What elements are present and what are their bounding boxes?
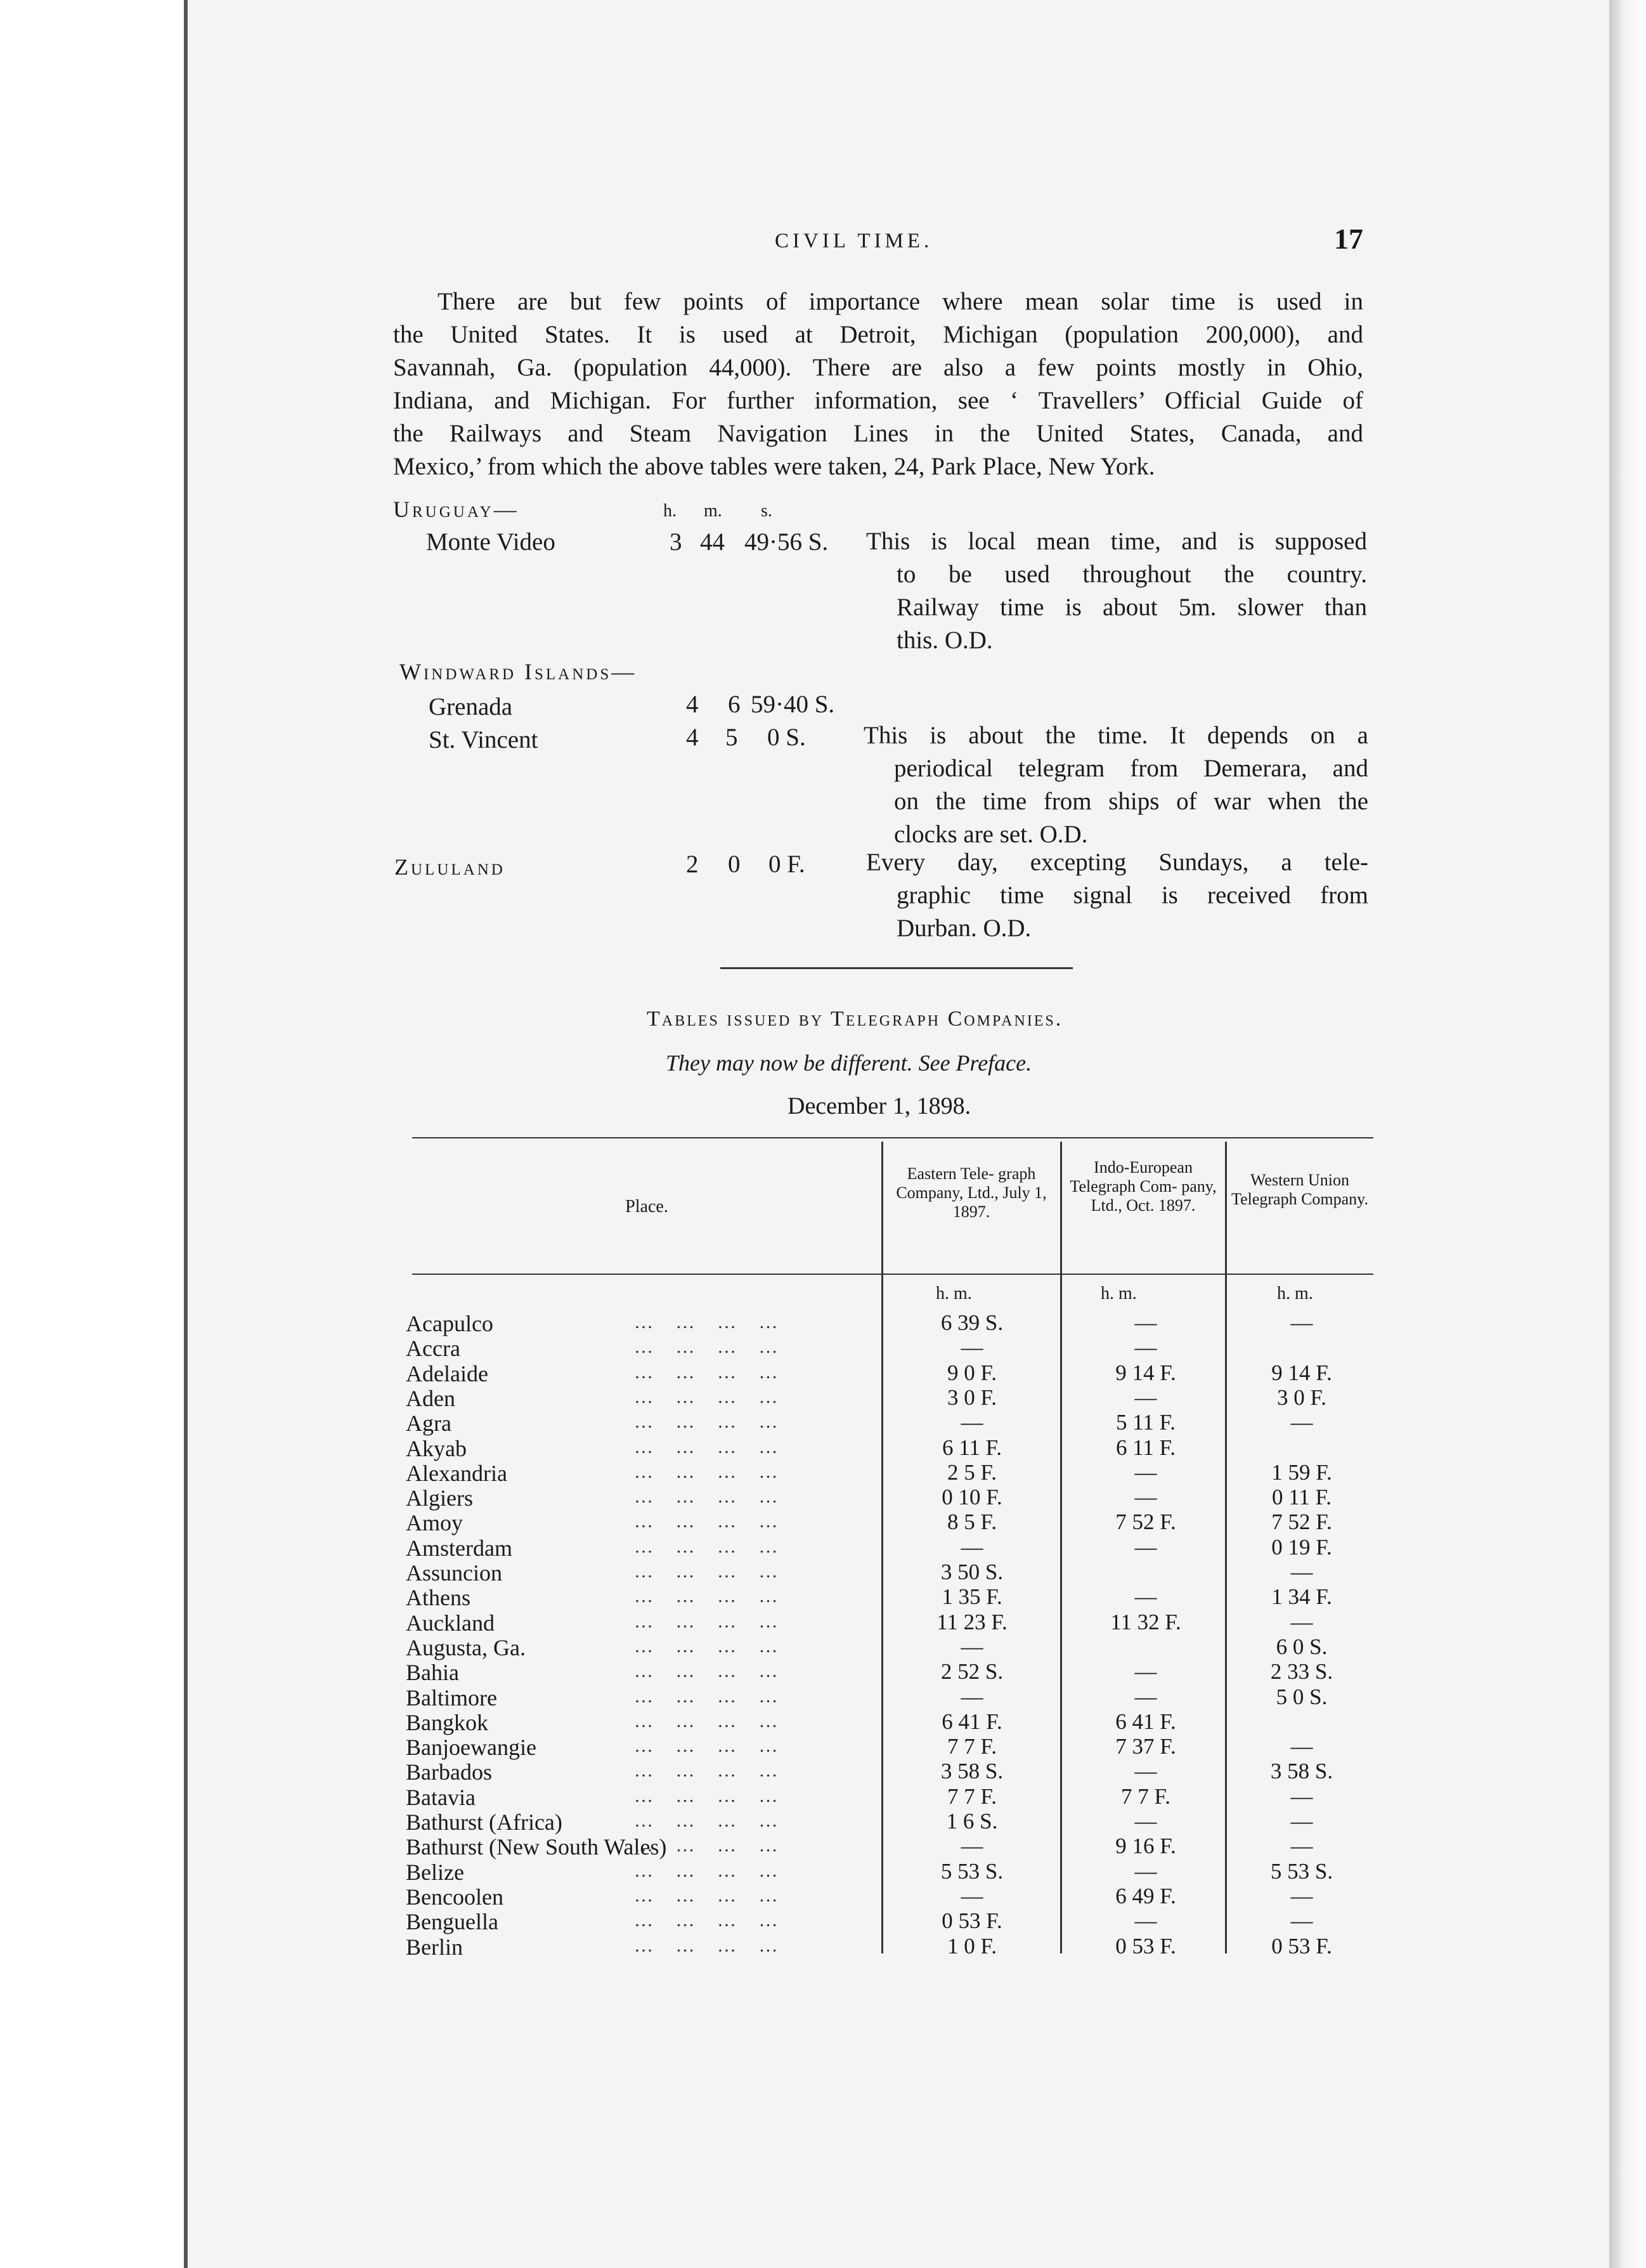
table-cell-western: —: [1290, 1310, 1313, 1335]
table-row-place: Bencoolen: [406, 1884, 503, 1910]
leader-dots: … … … …: [634, 1536, 787, 1557]
table-cell-western: —: [1290, 1410, 1313, 1435]
table-cell-eastern: —: [961, 1535, 983, 1560]
table-cell-western: —: [1290, 1884, 1313, 1908]
note-line: to be used throughout the country.: [897, 561, 1367, 588]
leader-dots: … … … …: [634, 1461, 787, 1482]
paragraph-line: the Railways and Steam Navigation Lines in the United States, Canada, and: [393, 420, 1363, 447]
uruguay-note: [866, 525, 1367, 657]
note-line: on the time from ships of war when the: [894, 788, 1368, 815]
table-row-place: Bathurst (Africa): [406, 1809, 562, 1835]
leader-dots: … … … …: [634, 1785, 787, 1806]
table-cell-western: 7 52 F.: [1271, 1509, 1332, 1534]
table-row-place: Berlin: [406, 1934, 463, 1960]
table-row-place: Bahia: [406, 1660, 459, 1685]
table-row-place: Barbados: [406, 1759, 492, 1785]
table-cell-indo: —: [1134, 1759, 1157, 1783]
table-cell-indo: 9 14 F.: [1115, 1360, 1176, 1385]
table-cell-indo: 11 32 F.: [1110, 1610, 1181, 1634]
table-cell-eastern: 3 50 S.: [940, 1560, 1004, 1584]
table-cell-indo: 6 11 F.: [1115, 1435, 1176, 1460]
table-row-place: Auckland: [406, 1610, 495, 1636]
table-row-place: Alexandria: [406, 1461, 507, 1486]
table-row-place: Agra: [406, 1411, 451, 1436]
column-header-western-union: Western Union Telegraph Company.: [1231, 1171, 1368, 1208]
unit-header-indo: h. m.: [1101, 1284, 1137, 1303]
table-cell-eastern: 3 58 S.: [940, 1759, 1004, 1783]
table-cell-eastern: 6 11 F.: [942, 1435, 1002, 1460]
page-number: 17: [1334, 223, 1363, 255]
table-cell-eastern: 7 7 F.: [947, 1784, 997, 1809]
leader-dots: … … … …: [634, 1885, 787, 1906]
table-cell-indo: —: [1134, 1460, 1157, 1485]
place-monte-video: Monte Video: [426, 528, 555, 556]
leader-dots: … … … …: [634, 1860, 787, 1881]
table-row-place: Belize: [406, 1860, 464, 1885]
monte-video-seconds: 49·56 S.: [744, 528, 829, 556]
leader-dots: … … … …: [634, 1386, 787, 1407]
st-vincent-hours: 4: [686, 724, 699, 751]
leader-dots: … … … …: [634, 1835, 787, 1856]
windward-note: [864, 719, 1368, 851]
hms-header-m: m.: [704, 501, 722, 521]
table-cell-eastern: 0 10 F.: [942, 1485, 1002, 1509]
zululand-seconds: 0 F.: [768, 850, 805, 878]
leader-dots: … … … …: [634, 1411, 787, 1432]
leader-dots: … … … …: [634, 1511, 787, 1532]
table-cell-eastern: —: [961, 1410, 983, 1435]
table-cell-eastern: 6 41 F.: [942, 1709, 1002, 1734]
monte-video-hours: 3: [670, 528, 682, 556]
table-cell-eastern: 2 52 S.: [940, 1659, 1004, 1684]
table-subtitle: They may now be different. See Preface.: [666, 1050, 1032, 1076]
table-cell-eastern: 5 53 S.: [940, 1859, 1004, 1884]
table-cell-indo: —: [1134, 1385, 1157, 1410]
table-cell-indo: —: [1134, 1485, 1157, 1509]
table-row-place: Bangkok: [406, 1710, 488, 1735]
place-st-vincent: St. Vincent: [429, 726, 538, 753]
table-cell-western: —: [1290, 1784, 1313, 1809]
table-cell-western: 0 53 F.: [1271, 1934, 1332, 1958]
table-header-rule: [412, 1274, 1373, 1275]
running-head: CIVIL TIME.: [775, 230, 933, 252]
table-row-place: Banjoewangie: [406, 1735, 536, 1760]
table-cell-eastern: 1 0 F.: [947, 1934, 997, 1958]
paragraph-line: Indiana, and Michigan. For further information, see ‘ Travellers’ Official Guide of: [393, 387, 1363, 414]
leader-dots: … … … …: [634, 1810, 787, 1831]
note-line: graphic time signal is received from: [897, 882, 1368, 909]
st-vincent-seconds: 0 S.: [767, 724, 806, 751]
leader-dots: … … … …: [634, 1711, 787, 1731]
column-header-eastern: Eastern Tele- graph Company, Ltd., July 1, 1897.: [896, 1164, 1047, 1221]
grenada-hours: 4: [686, 691, 699, 718]
unit-header-eastern: h. m.: [936, 1284, 972, 1303]
table-cell-eastern: —: [961, 1834, 983, 1858]
table-cell-western: 0 11 F.: [1271, 1485, 1332, 1509]
table-date: December 1, 1898.: [787, 1093, 971, 1119]
zululand-note: [866, 846, 1368, 945]
table-cell-indo: 6 49 F.: [1115, 1884, 1176, 1908]
hms-header-h: h.: [663, 501, 677, 521]
table-cell-western: 5 0 S.: [1276, 1685, 1328, 1709]
note-line: Durban. O.D.: [897, 915, 1032, 942]
leader-dots: … … … …: [634, 1611, 787, 1632]
table-cell-western: —: [1290, 1834, 1313, 1858]
note-line: periodical telegram from Demerara, and: [894, 755, 1368, 782]
leader-dots: … … … …: [634, 1362, 787, 1383]
table-cell-western: —: [1290, 1908, 1313, 1933]
leader-dots: … … … …: [634, 1735, 787, 1756]
table-cell-indo: 7 52 F.: [1115, 1509, 1176, 1534]
hms-header-s: s.: [761, 501, 772, 521]
table-cell-eastern: —: [961, 1335, 983, 1360]
unit-header-western: h. m.: [1277, 1284, 1313, 1303]
leader-dots: … … … …: [634, 1660, 787, 1681]
leader-dots: … … … …: [634, 1561, 787, 1582]
table-row-place: Amsterdam: [406, 1535, 512, 1561]
table-cell-eastern: —: [961, 1634, 983, 1659]
table-row-place: Batavia: [406, 1785, 476, 1810]
table-cell-indo: —: [1134, 1859, 1157, 1884]
leader-dots: … … … …: [634, 1486, 787, 1507]
table-cell-indo: 7 7 F.: [1121, 1784, 1170, 1809]
paragraph-line: Mexico,’ from which the above tables were taken, 24, Park Place, New York.: [393, 453, 1155, 480]
country-heading-zululand: Zululand: [394, 854, 505, 880]
column-divider-2: [1060, 1142, 1062, 1953]
table-cell-indo: —: [1134, 1335, 1157, 1360]
monte-video-minutes: 44: [700, 528, 725, 556]
table-row-place: Akyab: [406, 1436, 467, 1461]
table-row-place: Athens: [406, 1585, 470, 1610]
table-row-place: Augusta, Ga.: [406, 1635, 526, 1660]
table-cell-eastern: 7 7 F.: [947, 1734, 997, 1759]
table-cell-eastern: 1 35 F.: [942, 1584, 1002, 1609]
leader-dots: … … … …: [634, 1760, 787, 1781]
note-line: Railway time is about 5m. slower than: [897, 594, 1367, 621]
table-row-place: Accra: [406, 1336, 460, 1361]
table-cell-indo: 6 41 F.: [1115, 1709, 1176, 1734]
table-row-place: Assuncion: [406, 1560, 502, 1586]
table-cell-western: 6 0 S.: [1276, 1634, 1328, 1659]
table-row-place: Adelaide: [406, 1361, 488, 1386]
table-cell-indo: 9 16 F.: [1115, 1834, 1176, 1858]
table-top-rule: [412, 1137, 1373, 1138]
leader-dots: … … … …: [634, 1935, 787, 1956]
zululand-hours: 2: [686, 850, 699, 878]
grenada-seconds: 59·40 S.: [751, 691, 835, 718]
intro-paragraph: [393, 285, 1363, 483]
binding-margin: [0, 0, 184, 2268]
table-row-place: Algiers: [406, 1485, 473, 1511]
table-cell-eastern: —: [961, 1884, 983, 1908]
table-cell-indo: —: [1134, 1809, 1157, 1834]
leader-dots: … … … …: [634, 1586, 787, 1606]
table-row-place: Acapulco: [406, 1311, 493, 1336]
table-cell-western: 5 53 S.: [1270, 1859, 1333, 1884]
country-heading-windward-islands: Windward Islands—: [399, 659, 637, 684]
table-cell-indo: —: [1134, 1659, 1157, 1684]
table-row-place: Benguella: [406, 1909, 498, 1934]
table-cell-western: 3 0 F.: [1277, 1385, 1326, 1410]
zululand-minutes: 0: [728, 850, 741, 878]
paragraph-line: Savannah, Ga. (population 44,000). There are also a few points mostly in Ohio,: [393, 354, 1363, 381]
grenada-minutes: 6: [728, 691, 741, 718]
table-cell-western: 0 19 F.: [1271, 1535, 1332, 1560]
table-cell-western: —: [1290, 1734, 1313, 1759]
table-cell-indo: 0 53 F.: [1115, 1934, 1176, 1958]
paragraph-line: the United States. It is used at Detroit, Michigan (population 200,000), and: [393, 321, 1363, 348]
column-header-indo-european: Indo-European Telegraph Com- pany, Ltd., Oct. 1897.: [1070, 1158, 1217, 1215]
table-cell-eastern: 0 53 F.: [942, 1908, 1002, 1933]
table-cell-western: 3 58 S.: [1270, 1759, 1333, 1783]
note-line: this. O.D.: [897, 627, 993, 654]
table-row-place: Aden: [406, 1386, 455, 1411]
table-row-place: Amoy: [406, 1510, 463, 1535]
table-row-place: Baltimore: [406, 1685, 497, 1711]
table-cell-eastern: 8 5 F.: [947, 1509, 997, 1534]
column-divider-1: [881, 1142, 883, 1953]
leader-dots: … … … …: [634, 1636, 787, 1657]
column-header-place: Place.: [625, 1197, 668, 1216]
table-cell-indo: —: [1134, 1908, 1157, 1933]
table-cell-indo: 5 11 F.: [1115, 1410, 1176, 1435]
table-cell-eastern: 2 5 F.: [947, 1460, 997, 1485]
leader-dots: … … … …: [634, 1336, 787, 1357]
place-grenada: Grenada: [429, 693, 513, 720]
note-line: This is about the time. It depends on a: [864, 722, 1368, 749]
table-cell-indo: —: [1134, 1584, 1157, 1609]
paragraph-line: There are but few points of importance where mean solar time is used in: [437, 288, 1363, 315]
table-cell-western: 9 14 F.: [1271, 1360, 1332, 1385]
note-line: clocks are set. O.D.: [894, 821, 1088, 848]
page-edge: [1609, 0, 1646, 2268]
leader-dots: … … … …: [634, 1437, 787, 1457]
table-cell-western: 1 34 F.: [1271, 1584, 1332, 1609]
table-cell-western: —: [1290, 1610, 1313, 1634]
table-cell-western: —: [1290, 1809, 1313, 1834]
table-row-place: Bathurst (New South Wales): [406, 1834, 667, 1860]
leader-dots: … … … …: [634, 1686, 787, 1707]
table-cell-eastern: —: [961, 1685, 983, 1709]
table-cell-western: —: [1290, 1560, 1313, 1584]
table-cell-western: 1 59 F.: [1271, 1460, 1332, 1485]
table-cell-eastern: 6 39 S.: [940, 1310, 1004, 1335]
st-vincent-minutes: 5: [725, 724, 738, 751]
table-cell-eastern: 9 0 F.: [947, 1360, 997, 1385]
table-cell-western: 2 33 S.: [1270, 1659, 1333, 1684]
table-cell-indo: —: [1134, 1310, 1157, 1335]
note-line: This is local mean time, and is supposed: [866, 528, 1367, 555]
country-heading-uruguay: Uruguay—: [393, 497, 519, 522]
leader-dots: … … … …: [634, 1910, 787, 1931]
table-cell-eastern: 11 23 F.: [936, 1610, 1008, 1634]
table-title: Tables issued by Telegraph Companies.: [647, 1007, 1063, 1031]
table-cell-indo: 7 37 F.: [1115, 1734, 1176, 1759]
leader-dots: … … … …: [634, 1312, 787, 1333]
table-cell-eastern: 3 0 F.: [947, 1385, 997, 1410]
table-cell-eastern: 1 6 S.: [946, 1809, 998, 1834]
table-cell-indo: —: [1134, 1685, 1157, 1709]
table-cell-indo: —: [1134, 1535, 1157, 1560]
section-divider: [720, 967, 1073, 969]
note-line: Every day, excepting Sundays, a tele-: [866, 849, 1368, 876]
